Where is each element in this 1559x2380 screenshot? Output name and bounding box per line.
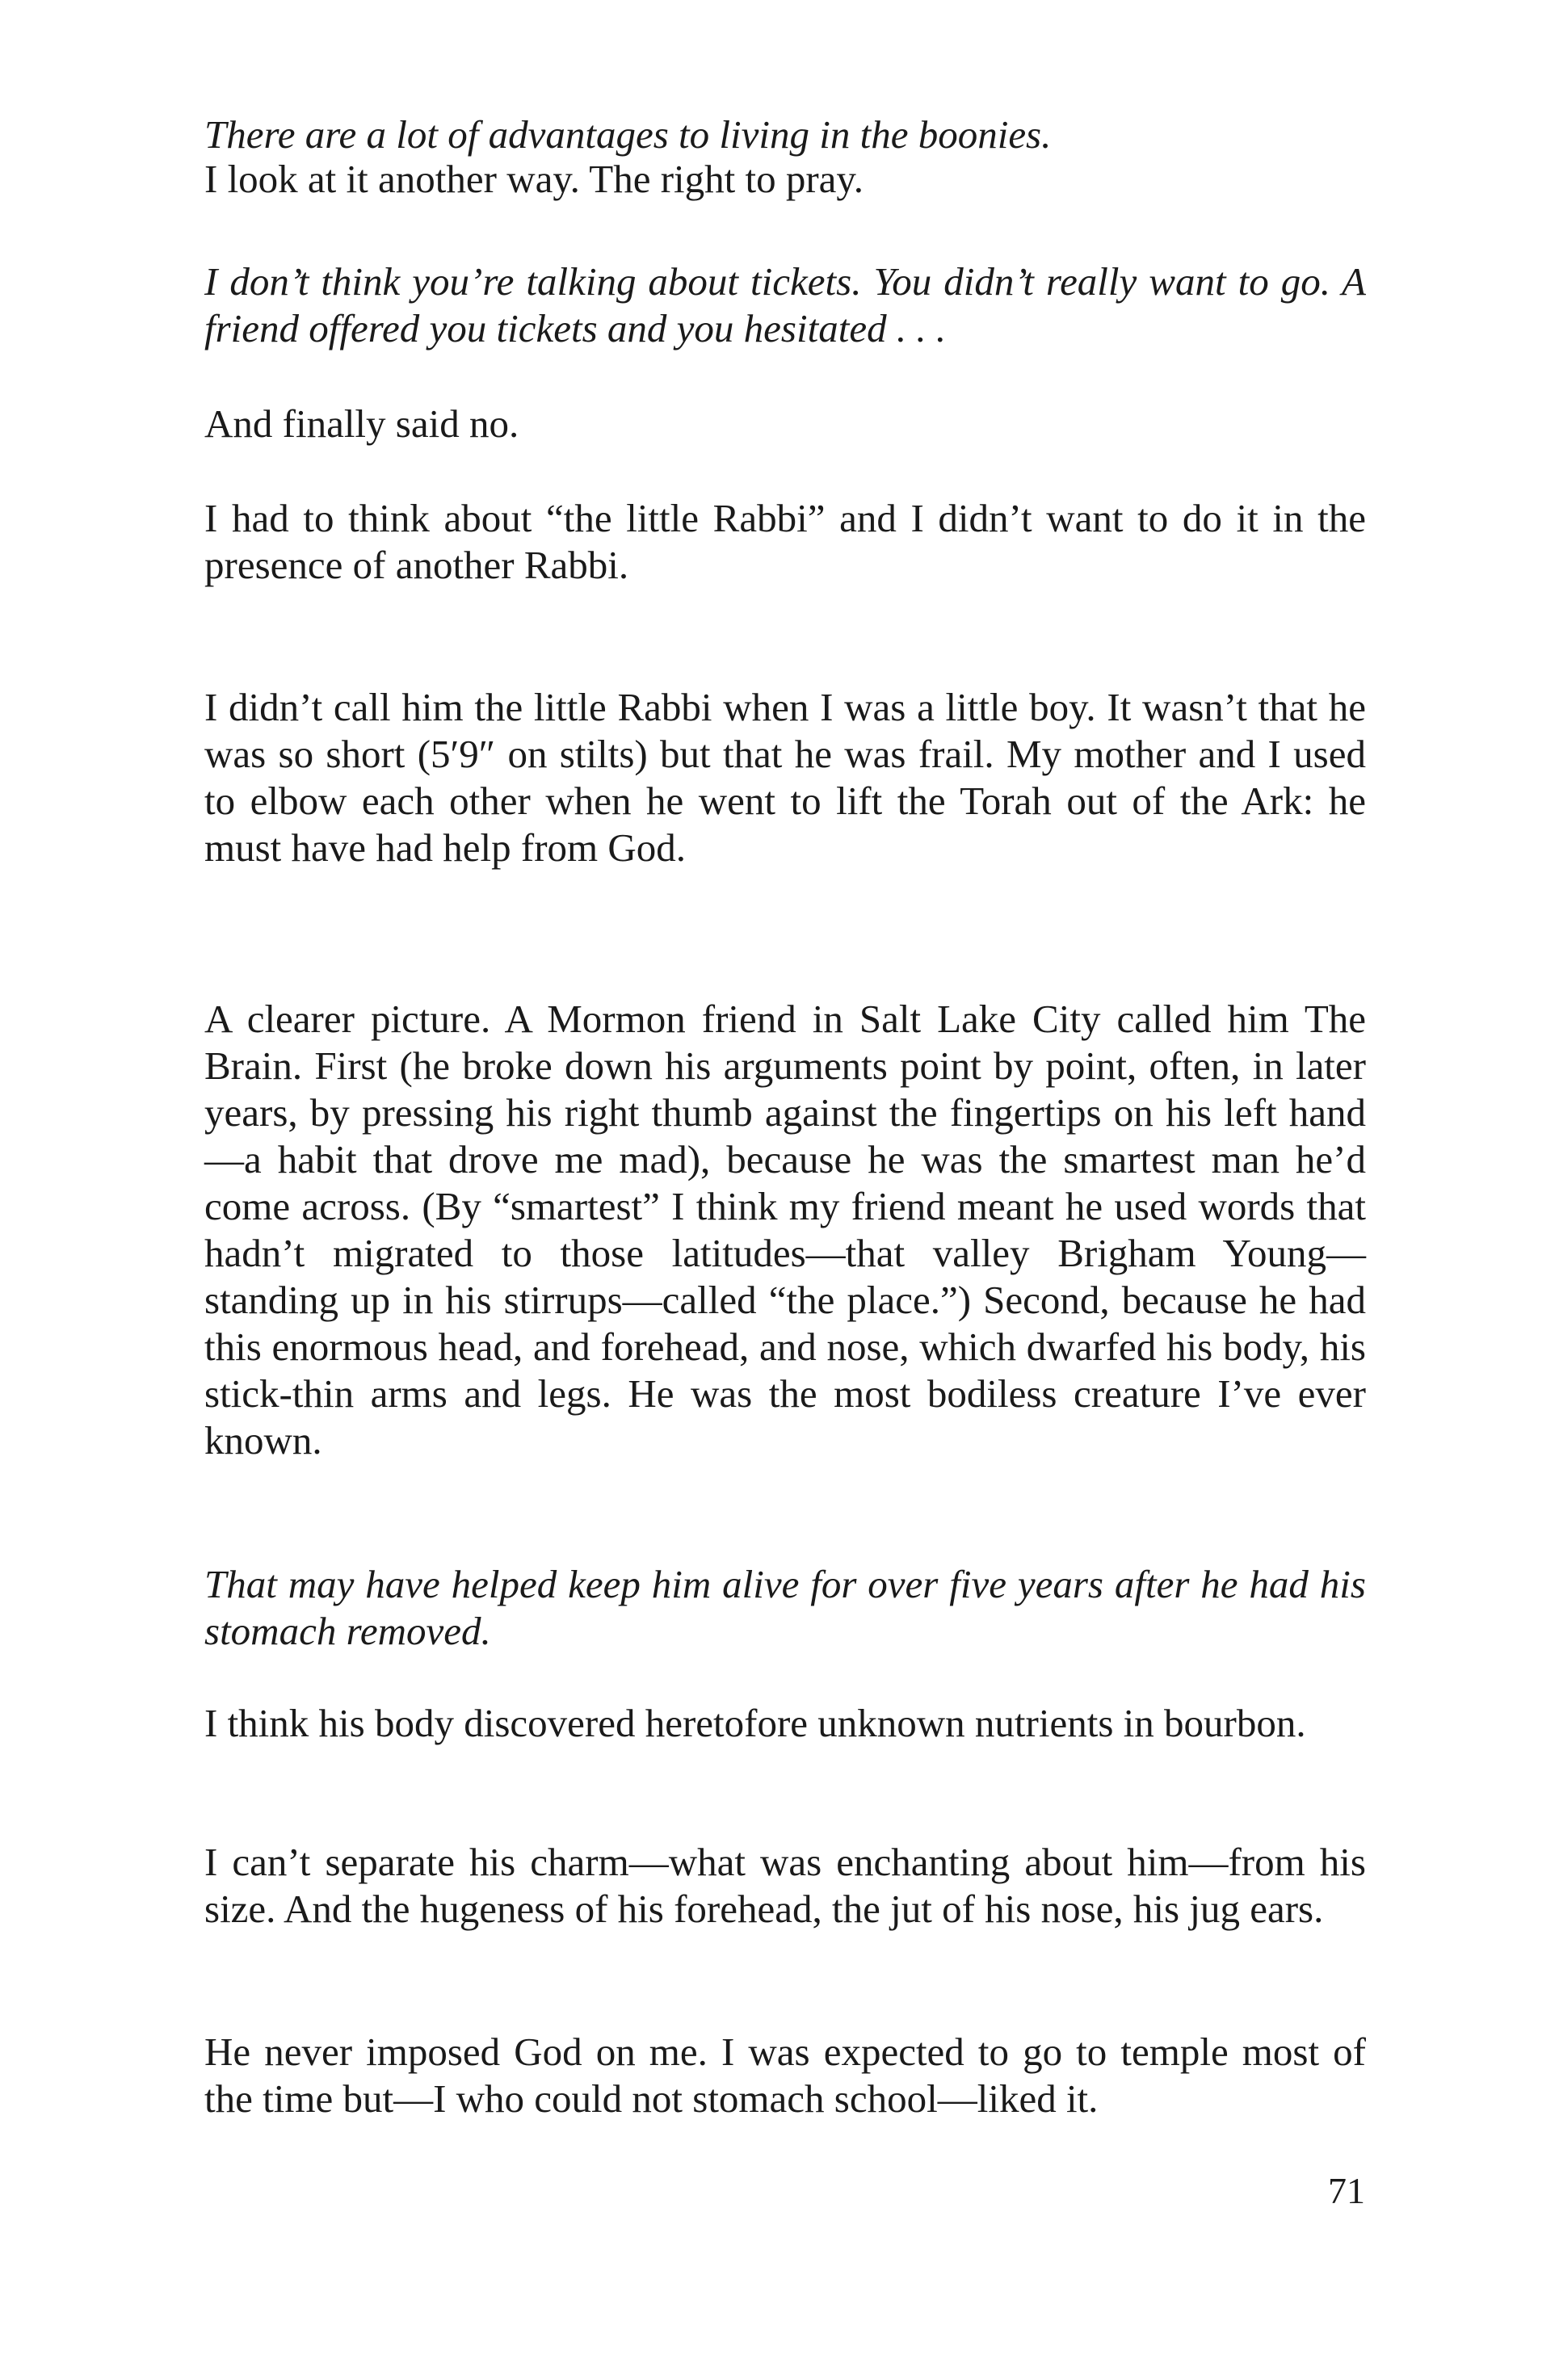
paragraph-boonies: There are a lot of advantages to living in the boonies. — [204, 112, 1052, 157]
paragraph-finally-said-no: And finally said no. — [204, 401, 519, 446]
paragraph-the-brain: A clearer picture. A Mormon friend in Salt Lake City called him The Brain. First (he broke down his arguments point by point, often, in later years, by pressing his right thumb against the fingertips on his left hand—a habit that drove me mad), because he was the smartest man he’d come across. (By “smartest” I think my friend meant he used words that hadn’t migrated to those latitudes—that valley Brigham Young—standing up in his stirrups—called “the place.”) Second, because he had this enormous head, and forehead, and nose, which dwarfed his body, his stick-thin arms and legs. He was the most bodiless creature I’ve ever known. — [204, 997, 1366, 1463]
paragraph-right-to-pray: I look at it another way. The right to pray. — [204, 157, 864, 201]
paragraph-little-rabbi: I had to think about “the little Rabbi” and I didn’t want to do it in the presence of another Rabbi. — [204, 496, 1366, 587]
paragraph-charm: I can’t separate his charm—what was enchanting about him—from his size. And the hugeness of his forehead, the jut of his nose, his jug ears. — [204, 1840, 1366, 1931]
paragraph-bourbon: I think his body discovered heretofore unknown nutrients in bourbon. — [204, 1701, 1306, 1745]
paragraph-when-little-boy: I didn’t call him the little Rabbi when I was a little boy. It wasn’t that he was so short (5′9″ on stilts) but that he was frail. My mother and I used to elbow each other when he went to lift the Torah out of the Ark: he must have had help from God. — [204, 685, 1366, 870]
paragraph-stomach-removed: That may have helped keep him alive for over five years after he had his stomach removed. — [204, 1562, 1366, 1653]
paragraph-imposed-god: He never imposed God on me. I was expected to go to temple most of the time but—I who could not stomach school—liked it. — [204, 2030, 1366, 2121]
paragraph-tickets: I don’t think you’re talking about tickets. You didn’t really want to go. A friend offered you tickets and you hesitated . . . — [204, 259, 1366, 350]
page-number: 71 — [1328, 2170, 1365, 2211]
